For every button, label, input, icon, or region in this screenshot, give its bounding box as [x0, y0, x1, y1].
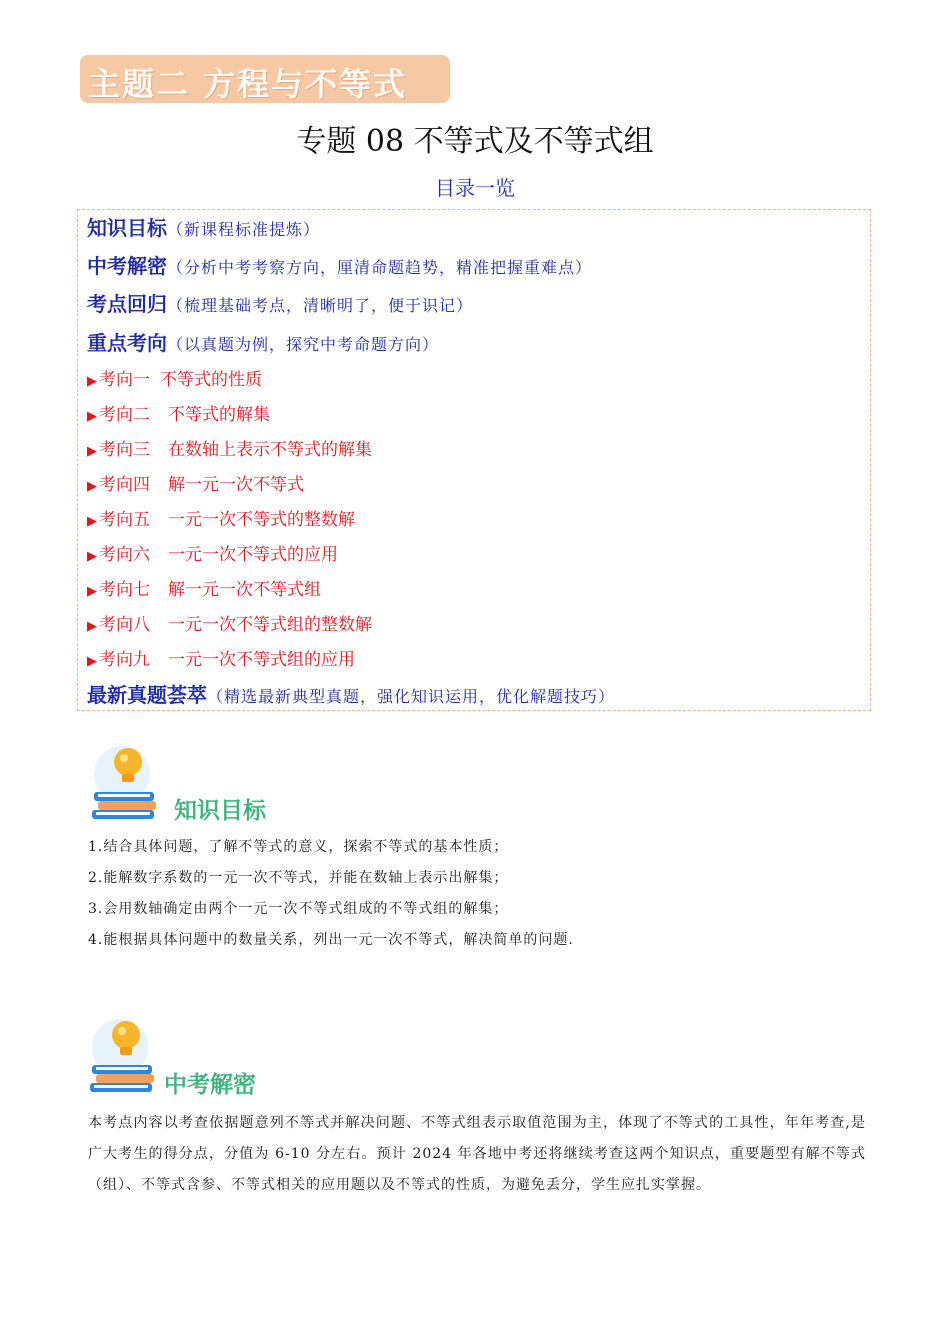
toc-item-desc: （精选最新典型真题，强化知识运用，优化解题技巧）	[207, 687, 616, 706]
exam-section-title: 中考解密	[164, 1072, 256, 1098]
toc-item-latest[interactable]	[87, 679, 615, 708]
direction-label: 考向二	[99, 405, 150, 425]
direction-text: 一元一次不等式组的应用	[168, 650, 355, 670]
lightbulb-books-icon	[88, 742, 170, 824]
toc-item-exam[interactable]	[87, 250, 592, 279]
lightbulb-books-icon	[86, 1015, 168, 1097]
toc-item-label: 考点回归	[87, 292, 167, 316]
direction-text: 在数轴上表示不等式的解集	[168, 440, 372, 460]
direction-label: 考向六	[99, 545, 150, 565]
direction-label: 考向九	[99, 650, 150, 670]
direction-text: 解一元一次不等式组	[168, 580, 321, 600]
triangle-marker-icon: ▶	[87, 654, 97, 669]
toc-direction-6[interactable]	[87, 540, 338, 565]
document-title: 专题 08 不等式及不等式组	[296, 124, 654, 159]
toc-direction-2[interactable]	[87, 400, 270, 425]
triangle-marker-icon: ▶	[87, 619, 97, 634]
triangle-marker-icon: ▶	[87, 584, 97, 599]
toc-item-review[interactable]	[87, 288, 473, 317]
knowledge-item: 4.能根据具体问题中的数量关系，列出一元一次不等式，解决简单的问题.	[88, 932, 574, 948]
knowledge-item: 1.结合具体问题，了解不等式的意义，探索不等式的基本性质；	[88, 839, 509, 855]
toc-item-desc: （分析中考考察方向，厘清命题趋势，精准把握重难点）	[167, 258, 593, 277]
triangle-marker-icon: ▶	[87, 479, 97, 494]
direction-label: 考向七	[99, 580, 150, 600]
toc-direction-4[interactable]	[87, 470, 304, 495]
toc-direction-8[interactable]	[87, 610, 372, 635]
direction-label: 考向四	[99, 475, 150, 495]
toc-item-desc: （梳理基础考点，清晰明了，便于识记）	[167, 296, 474, 315]
direction-label: 考向一	[99, 370, 150, 390]
triangle-marker-icon: ▶	[87, 409, 97, 424]
knowledge-item: 2.能解数字系数的一元一次不等式，并能在数轴上表示出解集；	[88, 870, 509, 886]
toc-direction-1[interactable]	[87, 365, 262, 390]
toc-item-knowledge[interactable]	[87, 212, 320, 241]
exam-paragraph: 本考点内容以考查依据题意列不等式并解决问题、不等式组表示取值范围为主，体现了不等式的工具性，年年考查,是广大考生的得分点，分值为 6-10 分左右。预计 2024 年各地中考还将继续考查这两个知识点，重要题型有解不等式（组）、不等式含参、不等式相关的应用题以及不等式的性质，为避免丢分，学生应扎实掌握。	[88, 1115, 866, 1193]
topic-banner	[80, 55, 450, 103]
direction-label: 考向三	[99, 440, 150, 460]
toc-direction-9[interactable]	[87, 645, 355, 670]
knowledge-item: 3.会用数轴确定由两个一元一次不等式组成的不等式组的解集；	[88, 901, 509, 917]
toc-item-label: 中考解密	[87, 254, 167, 278]
topic-banner-text: 主题二 方程与不等式	[88, 65, 408, 103]
toc-box	[77, 209, 871, 711]
toc-direction-7[interactable]	[87, 575, 321, 600]
direction-text: 一元一次不等式组的整数解	[168, 615, 372, 635]
toc-direction-3[interactable]	[87, 435, 372, 460]
toc-item-label: 知识目标	[87, 216, 167, 240]
direction-label: 考向八	[99, 615, 150, 635]
triangle-marker-icon: ▶	[87, 514, 97, 529]
direction-text: 一元一次不等式的整数解	[168, 510, 355, 530]
knowledge-section-title: 知识目标	[174, 798, 266, 824]
toc-item-label: 重点考向	[87, 331, 167, 355]
toc-direction-5[interactable]	[87, 505, 355, 530]
direction-text: 不等式的解集	[168, 405, 270, 425]
toc-item-label: 最新真题荟萃	[87, 683, 207, 707]
direction-text: 一元一次不等式的应用	[168, 545, 338, 565]
triangle-marker-icon: ▶	[87, 444, 97, 459]
triangle-marker-icon: ▶	[87, 549, 97, 564]
toc-item-desc: （新课程标准提炼）	[167, 220, 321, 239]
direction-text: 不等式的性质	[160, 370, 262, 390]
toc-item-desc: （以真题为例，探究中考命题方向）	[167, 335, 440, 354]
direction-label: 考向五	[99, 510, 150, 530]
triangle-marker-icon: ▶	[87, 374, 97, 389]
toc-item-focus[interactable]	[87, 327, 439, 356]
direction-text: 解一元一次不等式	[168, 475, 304, 495]
toc-heading: 目录一览	[435, 176, 515, 200]
